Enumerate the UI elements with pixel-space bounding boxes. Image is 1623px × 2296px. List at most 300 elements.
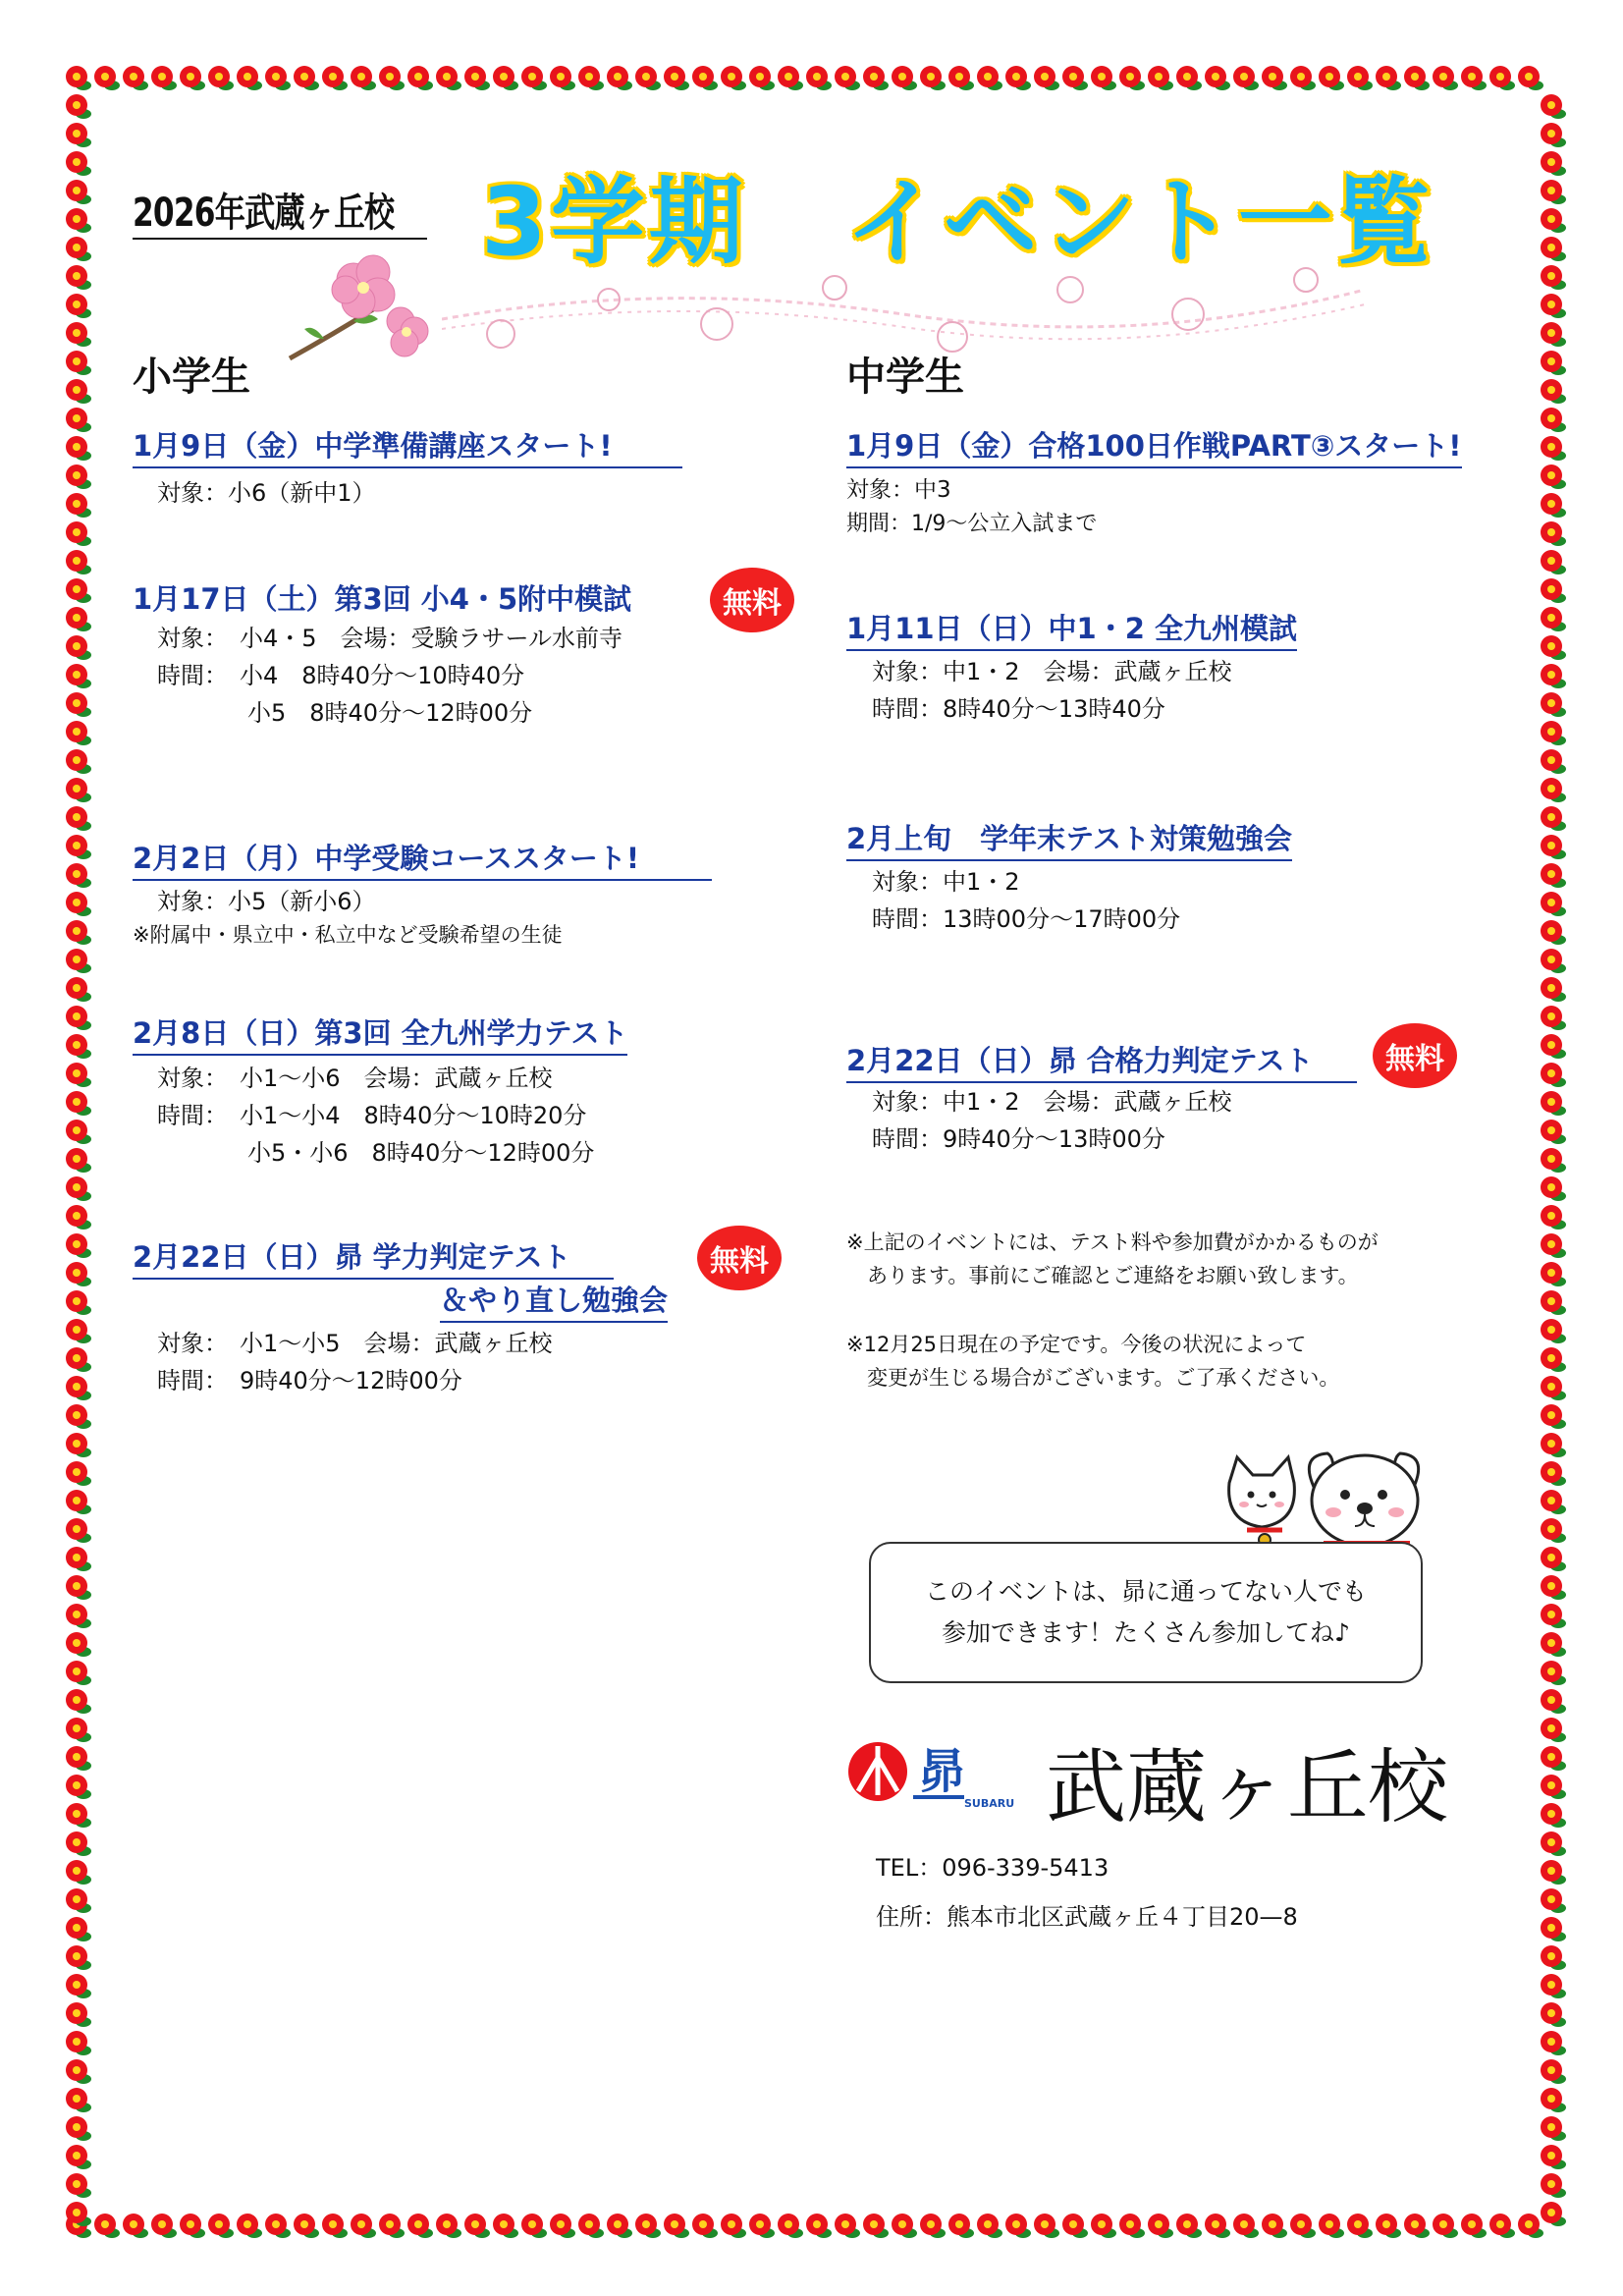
- border-flower-icon: [265, 2214, 291, 2238]
- border-flower-icon: [1541, 151, 1566, 176]
- border-flower-icon: [66, 1347, 91, 1372]
- border-flower-icon: [635, 2214, 661, 2238]
- border-flower-icon: [1319, 2214, 1344, 2238]
- border-flower-icon: [180, 66, 205, 90]
- border-flower-icon: [66, 322, 91, 347]
- border-flower-icon: [835, 2214, 860, 2238]
- border-flower-icon: [66, 692, 91, 717]
- border-flower-icon: [66, 1262, 91, 1286]
- border-flower-icon: [66, 1974, 91, 1998]
- border-flower-icon: [1541, 1831, 1566, 1856]
- note-line-4: 変更が生じる場合がございます。ご了承ください。: [846, 1366, 1340, 1390]
- border-flower-icon: [1062, 2214, 1088, 2238]
- border-flower-icon: [1541, 94, 1566, 119]
- elem-event-4-line-2: 時間： 小1〜小4 8時40分〜10時20分: [157, 1102, 587, 1129]
- border-flower-icon: [1461, 66, 1487, 90]
- border-flower-icon: [1347, 2214, 1373, 2238]
- border-flower-icon: [123, 66, 148, 90]
- border-flower-icon: [66, 1689, 91, 1714]
- border-flower-icon: [265, 66, 291, 90]
- border-flower-icon: [1433, 66, 1458, 90]
- border-flower-icon: [1541, 1490, 1566, 1514]
- border-flower-icon: [692, 66, 718, 90]
- border-flower-icon: [66, 465, 91, 489]
- border-flower-icon: [66, 294, 91, 318]
- border-flower-icon: [1233, 66, 1259, 90]
- border-flower-icon: [66, 1547, 91, 1571]
- sakura-flower-icon: [285, 241, 432, 368]
- border-flower-icon: [1541, 550, 1566, 574]
- border-flower-icon: [66, 208, 91, 233]
- elem-event-4-title: 2月8日（日）第3回 全九州学力テスト: [133, 1011, 627, 1056]
- border-flower-icon: [1433, 2214, 1458, 2238]
- border-flower-icon: [721, 66, 746, 90]
- border-flower-icon: [664, 66, 689, 90]
- border-flower-icon: [66, 1176, 91, 1201]
- border-flower-icon: [66, 2031, 91, 2055]
- border-flower-icon: [66, 1290, 91, 1315]
- border-flower-icon: [66, 1831, 91, 1856]
- subaru-logo-subtext: SUBARU: [964, 1797, 1015, 1810]
- jr-event-4-line-1: 対象：中1・2 会場：武蔵ヶ丘校: [872, 1088, 1232, 1116]
- border-flower-icon: [977, 2214, 1002, 2238]
- border-flower-icon: [379, 66, 405, 90]
- elem-event-3-target: 対象：小5（新小6）: [157, 888, 376, 915]
- junior-heading: 中学生: [846, 355, 964, 400]
- border-flower-icon: [892, 2214, 917, 2238]
- border-flower-icon: [607, 66, 632, 90]
- border-flower-icon: [66, 664, 91, 688]
- border-flower-icon: [1148, 2214, 1173, 2238]
- border-flower-icon: [692, 2214, 718, 2238]
- border-flower-icon: [1541, 180, 1566, 204]
- border-flower-icon: [436, 2214, 461, 2238]
- border-flower-icon: [66, 1775, 91, 1799]
- border-flower-icon: [66, 635, 91, 660]
- border-flower-icon: [493, 2214, 518, 2238]
- border-flower-icon: [464, 66, 490, 90]
- border-flower-icon: [1005, 2214, 1031, 2238]
- border-flower-icon: [66, 180, 91, 204]
- border-flower-icon: [1541, 123, 1566, 147]
- border-flower-icon: [778, 66, 803, 90]
- border-flower-icon: [1262, 2214, 1287, 2238]
- border-flower-icon: [1541, 436, 1566, 461]
- border-flower-icon: [66, 2145, 91, 2169]
- border-flower-icon: [920, 2214, 946, 2238]
- border-flower-icon: [1205, 66, 1230, 90]
- border-flower-icon: [66, 351, 91, 375]
- elem-event-5-line-2: 時間： 9時40分〜12時00分: [157, 1367, 462, 1394]
- free-badge: 無料: [697, 1226, 782, 1290]
- speech-line-2: 参加できます！たくさん参加してね♪: [942, 1618, 1350, 1647]
- border-flower-icon: [66, 892, 91, 916]
- border-flower-icon: [66, 1404, 91, 1429]
- border-flower-icon: [1376, 2214, 1401, 2238]
- border-flower-icon: [351, 2214, 376, 2238]
- border-flower-icon: [151, 2214, 177, 2238]
- border-flower-icon: [1404, 66, 1430, 90]
- border-flower-icon: [407, 2214, 433, 2238]
- border-flower-icon: [294, 66, 319, 90]
- border-flower-icon: [66, 1233, 91, 1258]
- border-flower-icon: [521, 66, 547, 90]
- border-flower-icon: [407, 66, 433, 90]
- school-year-underline: [133, 238, 427, 240]
- subaru-logo-icon: [844, 1736, 1021, 1815]
- border-flower-icon: [66, 920, 91, 945]
- border-flower-icon: [1034, 2214, 1059, 2238]
- border-flower-icon: [550, 66, 575, 90]
- border-flower-icon: [1233, 2214, 1259, 2238]
- border-flower-icon: [1541, 1148, 1566, 1173]
- border-flower-icon: [1034, 66, 1059, 90]
- free-badge: 無料: [1373, 1023, 1457, 1088]
- elementary-heading: 小学生: [133, 355, 250, 400]
- border-flower-icon: [863, 2214, 889, 2238]
- border-flower-icon: [66, 806, 91, 831]
- border-flower-icon: [1518, 66, 1543, 90]
- border-flower-icon: [66, 265, 91, 290]
- border-flower-icon: [66, 1888, 91, 1913]
- border-flower-icon: [66, 151, 91, 176]
- border-flower-icon: [1541, 892, 1566, 916]
- border-flower-icon: [1062, 66, 1088, 90]
- border-flower-icon: [1541, 322, 1566, 347]
- jr-event-3-line-1: 対象：中1・2: [872, 868, 1020, 896]
- border-flower-icon: [66, 863, 91, 888]
- border-flower-icon: [664, 2214, 689, 2238]
- border-flower-icon: [1541, 1746, 1566, 1771]
- border-flower-icon: [237, 66, 262, 90]
- border-flower-icon: [977, 66, 1002, 90]
- border-flower-icon: [436, 66, 461, 90]
- border-flower-icon: [1541, 2116, 1566, 2141]
- border-flower-icon: [322, 66, 348, 90]
- border-flower-icon: [1541, 1518, 1566, 1543]
- border-flower-icon: [1541, 1262, 1566, 1286]
- border-flower-icon: [493, 66, 518, 90]
- border-flower-icon: [1541, 1233, 1566, 1258]
- border-flower-icon: [1541, 806, 1566, 831]
- elem-event-5-title-line-2: ＆やり直し勉強会: [440, 1279, 668, 1323]
- border-flower-icon: [1541, 493, 1566, 518]
- border-flower-icon: [1541, 1803, 1566, 1828]
- border-flower-icon: [749, 2214, 775, 2238]
- border-flower-icon: [778, 2214, 803, 2238]
- border-flower-icon: [66, 1575, 91, 1600]
- border-flower-icon: [1290, 66, 1316, 90]
- jr-event-3-title: 2月上旬 学年末テスト対策勉強会: [846, 817, 1292, 861]
- border-flower-icon: [1541, 1860, 1566, 1885]
- border-flower-icon: [1541, 1974, 1566, 1998]
- border-flower-icon: [208, 66, 234, 90]
- border-flower-icon: [66, 1632, 91, 1657]
- border-flower-icon: [1541, 1604, 1566, 1628]
- border-flower-icon: [1541, 2088, 1566, 2112]
- border-flower-icon: [1541, 1945, 1566, 1970]
- jr-event-4-title: 2月22日（日）昴 合格力判定テスト: [846, 1039, 1357, 1083]
- jr-event-2-title: 1月11日（日）中1・2 全九州模試: [846, 607, 1297, 651]
- border-flower-icon: [835, 66, 860, 90]
- border-flower-icon: [1541, 578, 1566, 603]
- border-flower-icon: [1541, 607, 1566, 631]
- border-flower-icon: [1541, 2202, 1566, 2226]
- border-flower-icon: [1541, 2145, 1566, 2169]
- border-flower-icon: [66, 778, 91, 802]
- border-flower-icon: [948, 66, 974, 90]
- border-flower-icon: [151, 66, 177, 90]
- elem-event-2-line-2: 時間： 小4 8時40分〜10時40分: [157, 662, 525, 689]
- elem-event-4-line-3: 小5・小6 8時40分〜12時00分: [247, 1139, 595, 1167]
- jr-event-1-line-2: 期間：1/9〜公立入試まで: [846, 512, 1098, 536]
- border-flower-icon: [66, 521, 91, 546]
- jr-event-1-line-1: 対象：中3: [846, 477, 951, 503]
- border-flower-icon: [66, 1945, 91, 1970]
- border-flower-icon: [635, 66, 661, 90]
- border-flower-icon: [66, 1091, 91, 1116]
- elem-event-5-title: 2月22日（日）昴 学力判定テスト: [133, 1235, 614, 1280]
- border-flower-icon: [1541, 294, 1566, 318]
- border-flower-icon: [607, 2214, 632, 2238]
- border-flower-icon: [806, 2214, 832, 2238]
- border-flower-icon: [1376, 66, 1401, 90]
- border-flower-icon: [66, 2059, 91, 2084]
- border-flower-icon: [1541, 664, 1566, 688]
- border-flower-icon: [1541, 1917, 1566, 1941]
- border-flower-icon: [1541, 208, 1566, 233]
- border-flower-icon: [66, 749, 91, 774]
- border-flower-icon: [66, 2088, 91, 2112]
- free-badge: 無料: [710, 568, 794, 632]
- border-flower-icon: [1176, 66, 1202, 90]
- note-line-3: ※12月25日現在の予定です。今後の状況によって: [846, 1333, 1307, 1356]
- jr-event-3-line-2: 時間：13時00分〜17時00分: [872, 905, 1181, 933]
- border-flower-icon: [1541, 835, 1566, 859]
- border-flower-icon: [749, 66, 775, 90]
- border-flower-icon: [1541, 1632, 1566, 1657]
- border-flower-icon: [66, 1148, 91, 1173]
- border-flower-icon: [66, 1034, 91, 1059]
- border-flower-icon: [1262, 66, 1287, 90]
- border-flower-icon: [66, 1661, 91, 1685]
- border-flower-icon: [721, 2214, 746, 2238]
- border-flower-icon: [1541, 1120, 1566, 1144]
- border-flower-icon: [66, 1860, 91, 1885]
- elem-event-3-note: ※附属中・県立中・私立中など受験希望の生徒: [133, 923, 563, 947]
- border-flower-icon: [66, 1917, 91, 1941]
- border-flower-icon: [863, 66, 889, 90]
- border-flower-icon: [1541, 721, 1566, 745]
- border-flower-icon: [521, 2214, 547, 2238]
- border-flower-icon: [1541, 465, 1566, 489]
- border-flower-icon: [66, 379, 91, 404]
- border-flower-icon: [66, 835, 91, 859]
- border-flower-icon: [1489, 2214, 1515, 2238]
- border-flower-icon: [1461, 2214, 1487, 2238]
- border-flower-icon: [66, 1746, 91, 1771]
- border-flower-icon: [464, 2214, 490, 2238]
- border-flower-icon: [1176, 2214, 1202, 2238]
- border-flower-icon: [66, 607, 91, 631]
- elem-event-2-line-1: 対象： 小4・5 会場：受験ラサール水前寺: [157, 625, 623, 652]
- border-flower-icon: [66, 408, 91, 432]
- border-flower-icon: [66, 1376, 91, 1400]
- border-flower-icon: [1541, 1433, 1566, 1457]
- border-flower-icon: [1541, 408, 1566, 432]
- border-flower-icon: [1091, 2214, 1116, 2238]
- border-flower-icon: [1541, 1034, 1566, 1059]
- border-flower-icon: [66, 949, 91, 973]
- jr-event-2-line-1: 対象：中1・2 会場：武蔵ヶ丘校: [872, 658, 1232, 685]
- elem-event-5-line-1: 対象： 小1〜小5 会場：武蔵ヶ丘校: [157, 1330, 553, 1357]
- elem-event-1-target: 対象：小6（新中1）: [157, 479, 376, 507]
- border-flower-icon: [1541, 1718, 1566, 1742]
- note-line-2: あります。事前にご確認とご連絡をお願い致します。: [846, 1264, 1359, 1287]
- border-flower-icon: [1541, 1404, 1566, 1429]
- border-flower-icon: [66, 1604, 91, 1628]
- jr-event-4-line-2: 時間：9時40分〜13時00分: [872, 1125, 1165, 1153]
- border-flower-icon: [66, 1063, 91, 1087]
- border-flower-icon: [1347, 66, 1373, 90]
- border-flower-icon: [1541, 2031, 1566, 2055]
- border-flower-icon: [66, 721, 91, 745]
- border-flower-icon: [1541, 749, 1566, 774]
- border-flower-icon: [1541, 1091, 1566, 1116]
- border-flower-icon: [66, 1006, 91, 1030]
- border-flower-icon: [948, 2214, 974, 2238]
- border-flower-icon: [66, 2002, 91, 2027]
- speech-line-1: このイベントは、昴に通ってない人でも: [924, 1577, 1367, 1606]
- border-flower-icon: [1541, 265, 1566, 290]
- subaru-logo-text: 昴: [918, 1744, 966, 1799]
- border-flower-icon: [1205, 2214, 1230, 2238]
- border-flower-icon: [1005, 66, 1031, 90]
- border-flower-icon: [94, 66, 120, 90]
- jr-event-2-line-2: 時間：8時40分〜13時40分: [872, 695, 1165, 723]
- jr-event-1-title: 1月9日（金）合格100日作戦PART③スタート!: [846, 424, 1462, 468]
- border-flower-icon: [550, 2214, 575, 2238]
- border-flower-icon: [66, 1518, 91, 1543]
- elem-event-4-line-1: 対象： 小1〜小6 会場：武蔵ヶ丘校: [157, 1065, 553, 1092]
- elem-event-1-title: 1月9日（金）中学準備講座スタート!: [133, 424, 682, 468]
- page-title: 3学期 イベント一覧: [481, 167, 1434, 277]
- elem-event-2-line-3: 小5 8時40分〜12時00分: [247, 699, 533, 727]
- border-flower-icon: [1541, 1319, 1566, 1343]
- border-flower-icon: [1541, 863, 1566, 888]
- border-flower-icon: [806, 66, 832, 90]
- border-flower-icon: [1541, 2059, 1566, 2084]
- border-flower-icon: [1541, 237, 1566, 261]
- border-flower-icon: [1541, 1176, 1566, 1201]
- border-flower-icon: [1541, 920, 1566, 945]
- border-flower-icon: [66, 1120, 91, 1144]
- border-flower-icon: [66, 1718, 91, 1742]
- border-flower-icon: [66, 123, 91, 147]
- border-flower-icon: [1541, 635, 1566, 660]
- border-flower-icon: [66, 578, 91, 603]
- border-flower-icon: [1541, 1689, 1566, 1714]
- border-flower-icon: [66, 1461, 91, 1486]
- border-flower-icon: [1541, 778, 1566, 802]
- border-flower-icon: [1541, 1347, 1566, 1372]
- border-flower-icon: [1541, 977, 1566, 1002]
- border-flower-icon: [1319, 66, 1344, 90]
- border-flower-icon: [66, 1205, 91, 1230]
- border-flower-icon: [180, 2214, 205, 2238]
- border-flower-icon: [1541, 1575, 1566, 1600]
- border-flower-icon: [1541, 1290, 1566, 1315]
- border-flower-icon: [1541, 1661, 1566, 1685]
- border-flower-icon: [66, 1433, 91, 1457]
- contact-address: 住所：熊本市北区武蔵ヶ丘４丁目20—8: [876, 1903, 1298, 1931]
- border-flower-icon: [1404, 2214, 1430, 2238]
- border-flower-icon: [1541, 1006, 1566, 1030]
- border-flower-icon: [208, 2214, 234, 2238]
- border-flower-icon: [1541, 1547, 1566, 1571]
- border-flower-icon: [1541, 1461, 1566, 1486]
- border-flower-icon: [66, 436, 91, 461]
- border-flower-icon: [892, 66, 917, 90]
- border-flower-icon: [1091, 66, 1116, 90]
- border-flower-icon: [66, 1490, 91, 1514]
- border-flower-icon: [1518, 2214, 1543, 2238]
- border-flower-icon: [66, 237, 91, 261]
- border-flower-icon: [123, 2214, 148, 2238]
- brand-school-name: 武蔵ヶ丘校: [1046, 1741, 1449, 1834]
- border-flower-icon: [66, 493, 91, 518]
- border-flower-icon: [351, 66, 376, 90]
- border-flower-icon: [1541, 692, 1566, 717]
- border-flower-icon: [1541, 2002, 1566, 2027]
- border-flower-icon: [379, 2214, 405, 2238]
- border-flower-icon: [66, 2173, 91, 2198]
- speech-bubble: [869, 1542, 1423, 1683]
- border-flower-icon: [920, 66, 946, 90]
- border-flower-icon: [1148, 66, 1173, 90]
- border-flower-icon: [1541, 1888, 1566, 1913]
- border-flower-icon: [1541, 379, 1566, 404]
- border-flower-icon: [94, 2214, 120, 2238]
- border-flower-icon: [66, 94, 91, 119]
- border-flower-icon: [578, 2214, 604, 2238]
- contact-tel: TEL：096-339-5413: [876, 1854, 1109, 1882]
- border-flower-icon: [66, 66, 91, 90]
- border-flower-icon: [1541, 1376, 1566, 1400]
- border-flower-icon: [322, 2214, 348, 2238]
- border-flower-icon: [1541, 2173, 1566, 2198]
- border-flower-icon: [66, 1319, 91, 1343]
- border-flower-icon: [1119, 66, 1145, 90]
- border-flower-icon: [1290, 2214, 1316, 2238]
- border-flower-icon: [66, 2116, 91, 2141]
- border-flower-icon: [1489, 66, 1515, 90]
- border-flower-icon: [578, 66, 604, 90]
- border-flower-icon: [1119, 2214, 1145, 2238]
- elem-event-3-title: 2月2日（月）中学受験コーススタート!: [133, 837, 712, 881]
- border-flower-icon: [1541, 351, 1566, 375]
- border-flower-icon: [294, 2214, 319, 2238]
- border-flower-icon: [66, 977, 91, 1002]
- border-flower-icon: [1541, 1063, 1566, 1087]
- border-flower-icon: [1541, 521, 1566, 546]
- school-year-label: 2026年武蔵ヶ丘校: [133, 191, 395, 236]
- border-flower-icon: [1541, 1775, 1566, 1799]
- border-flower-icon: [237, 2214, 262, 2238]
- border-flower-icon: [66, 550, 91, 574]
- note-line-1: ※上記のイベントには、テスト料や参加費がかかるものが: [846, 1230, 1379, 1254]
- border-flower-icon: [1541, 949, 1566, 973]
